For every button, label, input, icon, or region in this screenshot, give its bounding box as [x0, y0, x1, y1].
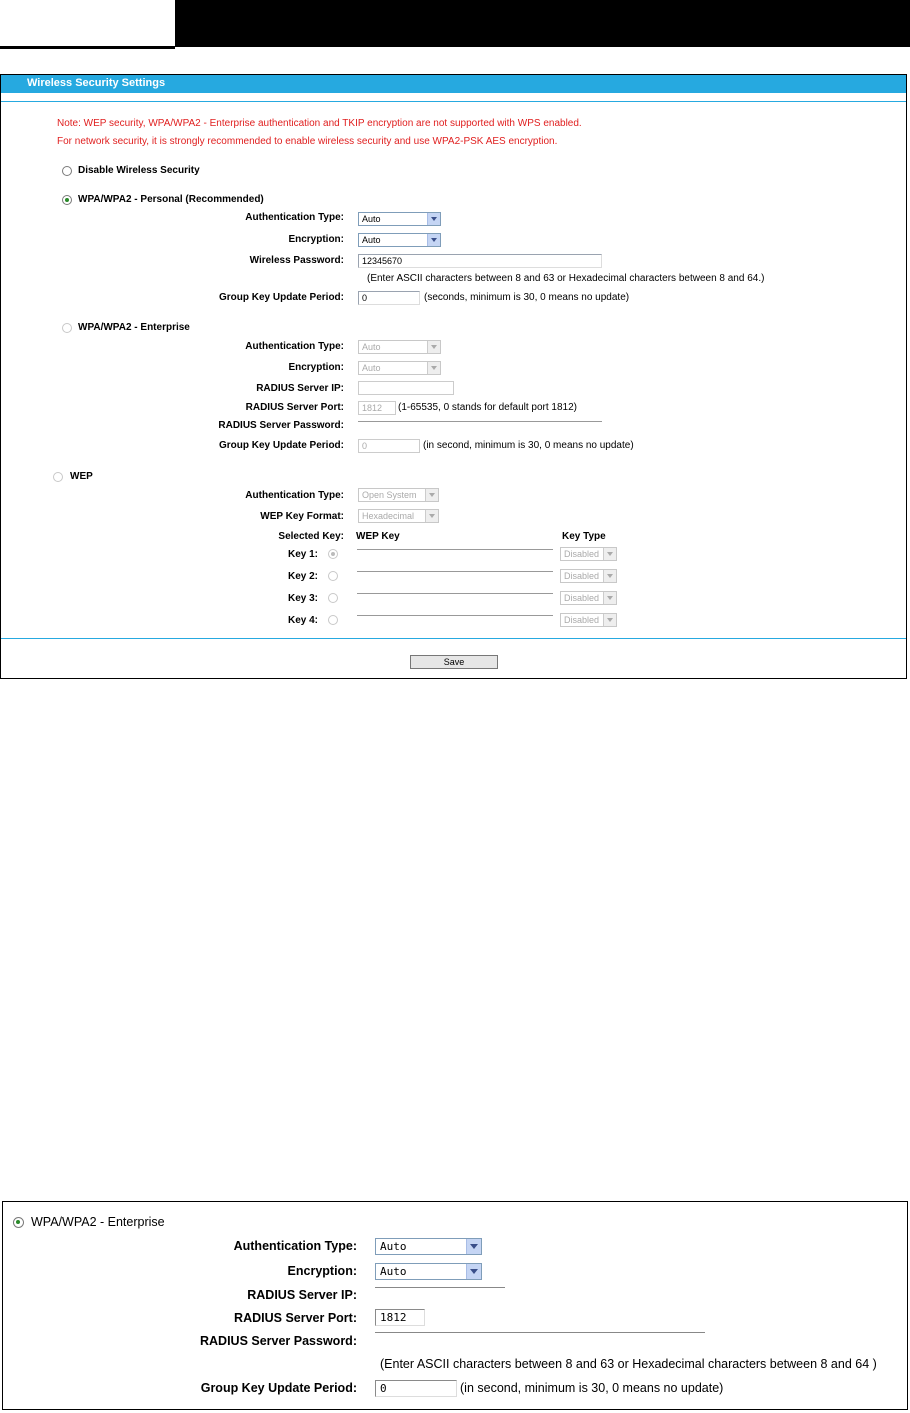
key-2-type-value: Disabled [564, 571, 600, 581]
chevron-down-icon [603, 548, 616, 560]
key-1-type-select[interactable] [560, 547, 617, 561]
wep-auth-type-value: Open System [362, 490, 417, 500]
wep-key-format-select[interactable] [358, 509, 439, 523]
page-title: Wireless Security Settings [27, 77, 166, 89]
footer-divider [1, 638, 906, 639]
enterprise-detail-encryption-value: Auto [380, 1265, 407, 1278]
chevron-down-icon [425, 489, 438, 501]
enterprise-gkup-label: Group Key Update Period: [218, 440, 344, 451]
enterprise-detail-radius-port-label: RADIUS Server Port: [234, 1311, 357, 1325]
enterprise-gkup-hint: (in second, minimum is 30, 0 means no update) [423, 440, 634, 451]
radio-key-2[interactable] [328, 571, 338, 581]
enterprise-detail-encryption-select[interactable] [375, 1263, 482, 1280]
enterprise-detail-radius-password-label: RADIUS Server Password: [199, 1334, 357, 1348]
key-3-type-value: Disabled [564, 593, 600, 603]
chevron-down-icon [427, 362, 440, 374]
radio-wep[interactable] [53, 472, 63, 482]
wep-key-format-label: WEP Key Format: [260, 511, 344, 522]
key-1-label: Key 1: [287, 549, 318, 560]
enterprise-auth-type-label: Authentication Type: [245, 341, 344, 352]
enterprise-detail-auth-type-label: Authentication Type: [233, 1239, 357, 1253]
radio-key-4[interactable] [328, 615, 338, 625]
chevron-down-icon [427, 213, 440, 225]
top-rule [0, 46, 175, 49]
enterprise-detail-password-hint: (Enter ASCII characters between 8 and 63 or Hexadecimal characters between 8 and 64 ) [380, 1357, 877, 1371]
selected-key-label: Selected Key: [278, 531, 344, 542]
radius-port-input[interactable]: 1812 [358, 401, 396, 415]
key-3-input[interactable] [357, 593, 553, 605]
radio-wpa-personal[interactable] [62, 195, 72, 205]
chevron-down-icon [603, 592, 616, 604]
note-recommendation: For network security, it is strongly recommended to enable wireless security and use WPA2-PSK AES encryption. [57, 136, 558, 147]
key-3-type-select[interactable] [560, 591, 617, 605]
enterprise-detail-auth-type-select[interactable] [375, 1238, 482, 1255]
chevron-down-icon [425, 510, 438, 522]
key-4-type-value: Disabled [564, 615, 600, 625]
key-1-input[interactable] [357, 549, 553, 561]
enterprise-detail-radius-ip-input[interactable] [375, 1287, 505, 1290]
enterprise-detail-encryption-label: Encryption: [287, 1264, 357, 1278]
radio-key-3[interactable] [328, 593, 338, 603]
header-divider [1, 101, 906, 102]
wep-auth-type-label: Authentication Type: [245, 490, 344, 501]
enterprise-detail-auth-type-value: Auto [380, 1240, 407, 1253]
radio-disable-security[interactable] [62, 166, 72, 176]
wireless-password-label: Wireless Password: [249, 255, 344, 266]
wpa-enterprise-label: WPA/WPA2 - Enterprise [78, 322, 190, 333]
personal-encryption-value: Auto [362, 235, 381, 245]
enterprise-gkup-input[interactable]: 0 [358, 439, 420, 453]
personal-auth-type-label: Authentication Type: [245, 212, 344, 223]
chevron-down-icon [466, 1264, 481, 1279]
enterprise-detail-radius-password-input[interactable] [375, 1332, 705, 1335]
enterprise-detail-panel [2, 1201, 908, 1410]
radius-port-label: RADIUS Server Port: [245, 402, 344, 413]
note-wps: Note: WEP security, WPA/WPA2 - Enterprise authentication and TKIP encryption are not supported with WPS enabled. [57, 118, 582, 129]
key-1-type-value: Disabled [564, 549, 600, 559]
key-2-label: Key 2: [287, 571, 318, 582]
chevron-down-icon [427, 234, 440, 246]
wireless-password-hint: (Enter ASCII characters between 8 and 63 or Hexadecimal characters between 8 and 64.) [367, 273, 765, 284]
personal-gkup-input[interactable]: 0 [358, 291, 420, 305]
personal-auth-type-value: Auto [362, 214, 381, 224]
radius-port-hint: (1-65535, 0 stands for default port 1812) [398, 402, 578, 413]
wireless-password-input[interactable]: 12345670 [358, 254, 602, 268]
enterprise-encryption-select[interactable] [358, 361, 441, 375]
key-4-label: Key 4: [287, 615, 318, 626]
enterprise-detail-gkup-input[interactable]: 0 [375, 1380, 457, 1397]
enterprise-encryption-value: Auto [362, 363, 381, 373]
personal-gkup-hint: (seconds, minimum is 30, 0 means no update) [424, 292, 630, 303]
personal-gkup-label: Group Key Update Period: [218, 292, 344, 303]
enterprise-auth-type-select[interactable] [358, 340, 441, 354]
chevron-down-icon [466, 1239, 481, 1254]
top-banner [175, 0, 910, 47]
enterprise-encryption-label: Encryption: [288, 362, 344, 373]
radius-ip-label: RADIUS Server IP: [256, 383, 344, 394]
radius-password-input[interactable] [358, 421, 602, 433]
personal-auth-type-select[interactable] [358, 212, 441, 226]
enterprise-detail-label: WPA/WPA2 - Enterprise [31, 1215, 165, 1229]
wpa-personal-label: WPA/WPA2 - Personal (Recommended) [78, 194, 264, 205]
personal-encryption-label: Encryption: [288, 234, 344, 245]
enterprise-detail-radius-port-input[interactable]: 1812 [375, 1309, 425, 1326]
wep-key-format-value: Hexadecimal [362, 511, 415, 521]
radio-key-1[interactable] [328, 549, 338, 559]
key-4-type-select[interactable] [560, 613, 617, 627]
radius-password-label: RADIUS Server Password: [218, 420, 344, 431]
chevron-down-icon [603, 614, 616, 626]
wep-auth-type-select[interactable] [358, 488, 439, 502]
radio-wpa-enterprise[interactable] [62, 323, 72, 333]
enterprise-auth-type-value: Auto [362, 342, 381, 352]
chevron-down-icon [427, 341, 440, 353]
wep-key-column-header: WEP Key [356, 531, 400, 542]
key-2-input[interactable] [357, 571, 553, 583]
enterprise-detail-gkup-label: Group Key Update Period: [200, 1381, 357, 1395]
disable-security-label: Disable Wireless Security [78, 165, 200, 176]
key-4-input[interactable] [357, 615, 553, 627]
chevron-down-icon [603, 570, 616, 582]
key-3-label: Key 3: [287, 593, 318, 604]
wep-label: WEP [70, 471, 93, 482]
radius-ip-input[interactable] [358, 381, 454, 395]
personal-encryption-select[interactable] [358, 233, 441, 247]
radio-wpa-enterprise-detail[interactable] [13, 1217, 24, 1228]
enterprise-detail-gkup-hint: (in second, minimum is 30, 0 means no update) [460, 1381, 724, 1395]
save-button[interactable]: Save [410, 655, 498, 669]
enterprise-detail-radius-ip-label: RADIUS Server IP: [247, 1288, 357, 1302]
key-2-type-select[interactable] [560, 569, 617, 583]
key-type-column-header: Key Type [562, 531, 606, 542]
